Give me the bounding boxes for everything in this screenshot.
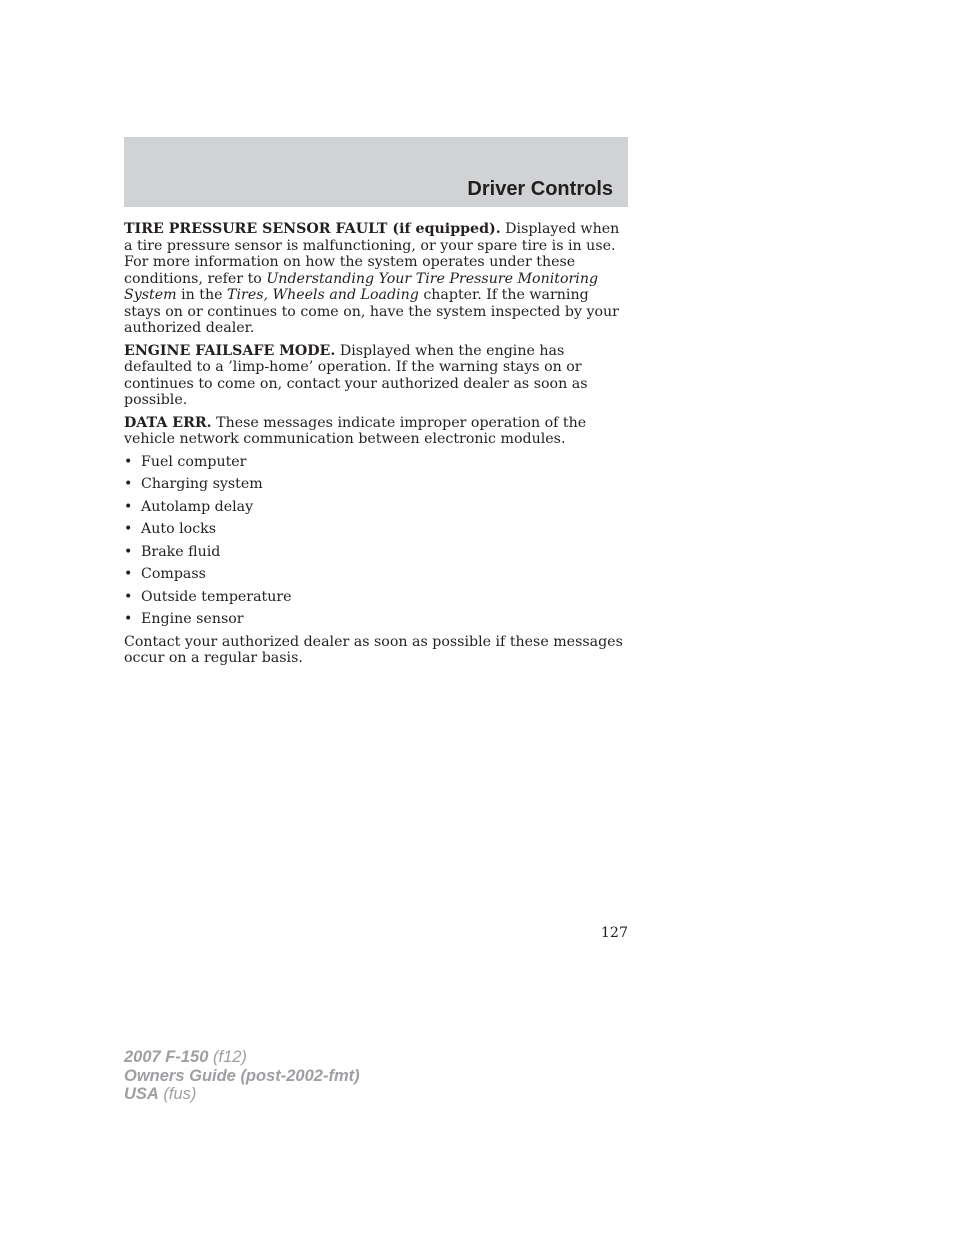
list-item bbox=[124, 476, 624, 493]
list-item-label: Outside temperature bbox=[141, 588, 292, 605]
footer-line-region bbox=[124, 1085, 360, 1104]
engine-failsafe-paragraph bbox=[124, 343, 624, 409]
footer-line-guide bbox=[124, 1067, 360, 1086]
footer-region-code: (fus) bbox=[158, 1085, 197, 1103]
footer-model: 2007 F-150 bbox=[124, 1048, 209, 1066]
footer-model-code: (f12) bbox=[208, 1048, 247, 1066]
bullet-icon: • bbox=[124, 521, 133, 537]
list-item bbox=[124, 566, 624, 583]
list-item bbox=[124, 521, 624, 538]
page-number: 127 bbox=[600, 925, 628, 941]
footer-region: USA bbox=[124, 1085, 159, 1103]
list-item-label: Engine sensor bbox=[141, 611, 244, 627]
page-content bbox=[124, 221, 624, 673]
bullet-icon: • bbox=[124, 543, 133, 560]
list-item-label: Charging system bbox=[141, 476, 263, 492]
contact-dealer-paragraph: Contact your authorized dealer as soon as possible if these messages occur on a regular basis. bbox=[124, 633, 623, 666]
list-item bbox=[124, 454, 624, 471]
document-footer bbox=[124, 1048, 360, 1104]
tpms-reference: Understanding Your Tire Pressure Monitoring System bbox=[124, 270, 599, 303]
list-item-label: Fuel computer bbox=[141, 453, 247, 470]
tire-pressure-heading: TIRE PRESSURE SENSOR FAULT (if equipped). bbox=[124, 221, 501, 237]
data-err-paragraph bbox=[124, 415, 624, 448]
bullet-icon: • bbox=[124, 566, 133, 582]
list-item bbox=[124, 499, 624, 516]
list-item bbox=[124, 589, 624, 606]
footer-line-model bbox=[124, 1048, 360, 1067]
list-item-label: Compass bbox=[141, 566, 206, 582]
section-title: Driver Controls bbox=[467, 178, 613, 200]
list-item bbox=[124, 544, 624, 561]
list-item-label: Autolamp delay bbox=[141, 498, 254, 515]
bullet-icon: • bbox=[124, 476, 133, 492]
tire-pressure-text-1: Displayed when a tire pressure sensor is malfunctioning, or your spare tire is in use. For more information on how the system operates under these conditions, refer to bbox=[124, 221, 620, 287]
engine-failsafe-text: Displayed when the engine has defaulted to a ’limp-home’ operation. If the warning stays on or continues to come on, contact your authorized dealer as soon as possible. bbox=[124, 342, 588, 408]
module-list bbox=[124, 454, 624, 628]
bullet-icon: • bbox=[124, 588, 133, 605]
list-item bbox=[124, 611, 624, 628]
data-err-heading: DATA ERR. bbox=[124, 414, 212, 431]
tires-chapter-reference: Tires, Wheels and Loading bbox=[227, 287, 419, 303]
bullet-icon: • bbox=[124, 453, 133, 470]
list-item-label: Auto locks bbox=[141, 521, 217, 537]
tire-pressure-paragraph bbox=[124, 221, 624, 337]
bullet-icon: • bbox=[124, 611, 133, 627]
footer-guide: Owners Guide (post-2002-fmt) bbox=[124, 1066, 360, 1085]
bullet-icon: • bbox=[124, 498, 133, 515]
section-header-band bbox=[124, 137, 628, 207]
tire-pressure-text-3: chapter. If the warning stays on or continues to come on, have the system inspected by your authorized dealer. bbox=[124, 287, 619, 336]
engine-failsafe-heading: ENGINE FAILSAFE MODE. bbox=[124, 342, 336, 359]
tire-pressure-text-2: in the bbox=[176, 287, 228, 303]
data-err-text: These messages indicate improper operation of the vehicle network communication between electronic modules. bbox=[124, 414, 587, 447]
list-item-label: Brake fluid bbox=[141, 543, 221, 560]
